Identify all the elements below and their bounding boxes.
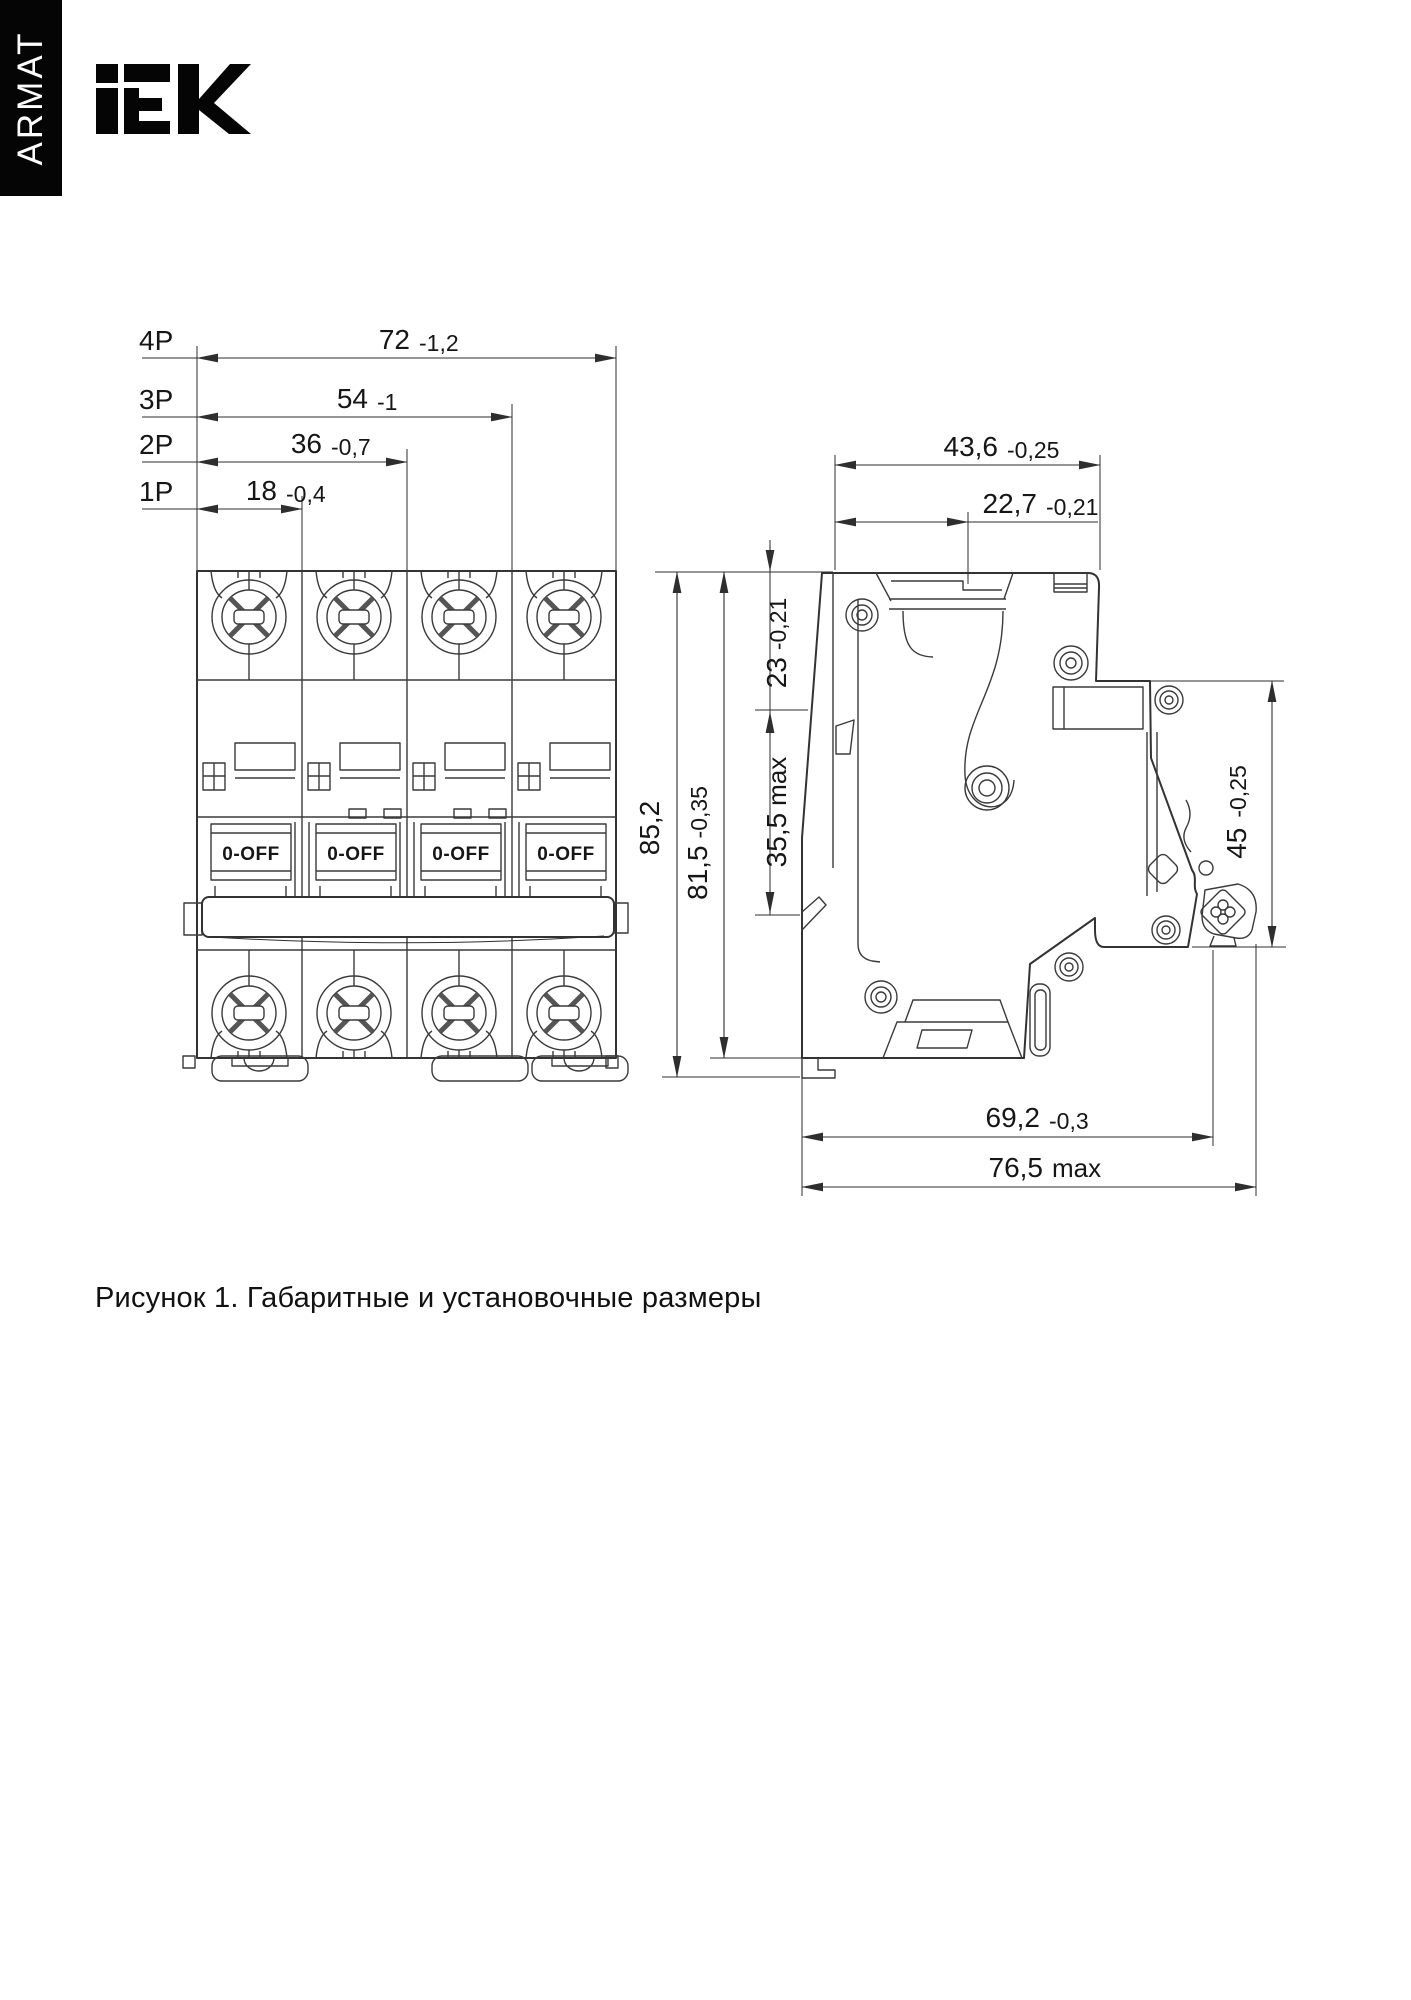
dim-height-overall: 85,2 bbox=[634, 800, 665, 856]
dim-width-3p: 54 -1 bbox=[336, 383, 398, 415]
dim-top-offset: 23-0,21 bbox=[761, 597, 792, 689]
pole-label-3p: 3P bbox=[139, 384, 174, 415]
handle-bar bbox=[184, 897, 628, 943]
pole-label-2p: 2P bbox=[139, 429, 174, 460]
dim-mount-depth-max: 76,5 max bbox=[988, 1152, 1102, 1183]
mounting-feet bbox=[183, 1056, 628, 1081]
brand-sidebar-label: ARMAT bbox=[11, 30, 50, 166]
dim-width-1p: 18 -0,4 bbox=[245, 475, 326, 507]
dim-handle-zone: 35,5max bbox=[761, 756, 792, 868]
pole-label-1p: 1P bbox=[139, 476, 174, 507]
dim-width-4p: 72 -1,2 bbox=[378, 324, 459, 356]
front-dimensions bbox=[139, 324, 616, 571]
dim-depth-total: 43,6 -0,25 bbox=[943, 431, 1060, 463]
dim-depth-front: 22,7 -0,21 bbox=[982, 488, 1099, 520]
dim-height-body: 81,5-0,35 bbox=[682, 786, 713, 900]
pole-label-4p: 4P bbox=[139, 325, 174, 356]
side-bottom-details bbox=[802, 984, 1050, 1078]
toggle-label-4: 0-OFF bbox=[537, 844, 595, 865]
din-latch bbox=[1146, 800, 1256, 946]
toggle-label-1: 0-OFF bbox=[222, 844, 280, 865]
toggle-row bbox=[211, 822, 606, 898]
front-view bbox=[139, 324, 628, 1081]
din-rail bbox=[1053, 687, 1157, 896]
figure-caption: Рисунок 1. Габаритные и установочные размеры bbox=[95, 1282, 762, 1314]
side-dimensions bbox=[634, 431, 1286, 1196]
side-handle-recess bbox=[876, 573, 1014, 807]
rivets bbox=[846, 599, 1183, 1013]
toggle-label-2: 0-OFF bbox=[327, 844, 385, 865]
dim-mount-depth: 69,2 -0,3 bbox=[985, 1102, 1089, 1134]
din-clip-top bbox=[1054, 573, 1087, 592]
toggle-label-3: 0-OFF bbox=[432, 844, 490, 865]
dim-width-2p: 36 -0,7 bbox=[290, 428, 371, 460]
side-view bbox=[634, 431, 1286, 1196]
dim-rail-zone: 45-0,25 bbox=[1221, 765, 1252, 859]
